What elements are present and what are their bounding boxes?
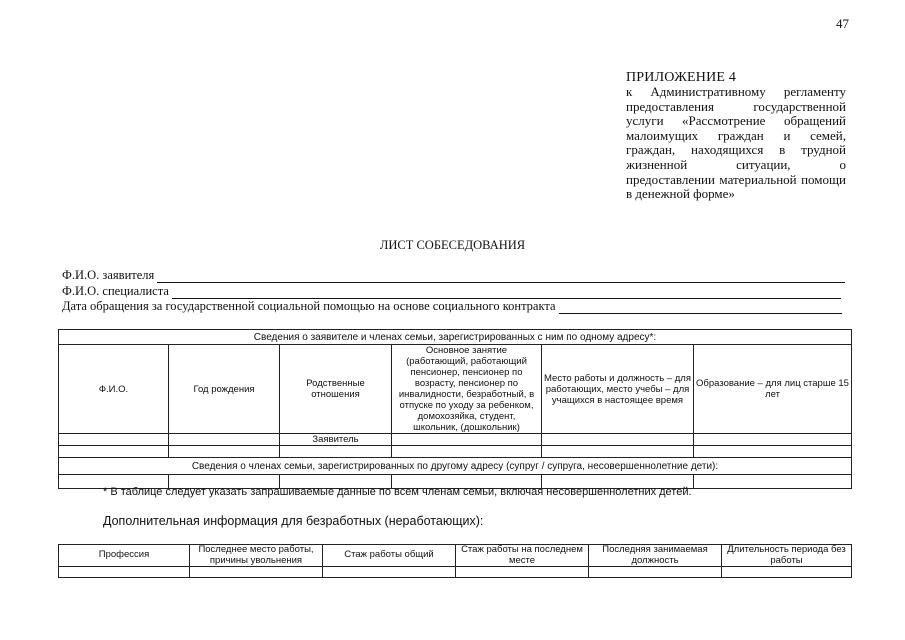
request-date-line[interactable] — [559, 302, 842, 314]
table-row — [59, 434, 852, 446]
page-number: 47 — [836, 16, 849, 31]
col-header-profession: Профессия — [59, 545, 190, 567]
table-cell[interactable] — [59, 434, 169, 446]
table-footnote: * В таблице следует указать запрашиваемые данные по всем членам семьи, включая несовершеннолетних детей. — [103, 486, 692, 498]
appendix-text: к Административному регламенту предоставления государственной услуги «Рассмотрение обращений малоимущих граждан и семей, граждан, находящихся в трудной жизненной ситуации, о предоставлении материальной помощи в денежной форме» — [626, 84, 846, 202]
table-cell[interactable] — [59, 446, 169, 458]
family-section-2-title: Сведения о членах семьи, зарегистрированных по другому адресу (супруг / супруга, несовершеннолетние дети): — [59, 458, 852, 475]
table-cell[interactable] — [392, 446, 542, 458]
specialist-name-field — [62, 284, 841, 299]
col-header-birth-year: Год рождения — [169, 345, 280, 434]
request-date-field — [62, 299, 842, 314]
table-cell[interactable] — [694, 475, 852, 489]
family-section-1-title: Сведения о заявителе и членах семьи, зарегистрированных с ним по одному адресу*: — [59, 330, 852, 345]
family-members-table — [58, 329, 852, 489]
col-header-last-workplace: Последнее место работы, причины увольнения — [190, 545, 323, 567]
unemployed-info-table — [58, 544, 852, 578]
table-row — [59, 446, 852, 458]
col-header-relation: Родственные отношения — [280, 345, 392, 434]
col-header-last-experience: Стаж работы на последнем месте — [456, 545, 589, 567]
table-cell[interactable] — [456, 567, 589, 578]
col-header-occupation: Основное занятие (работающий, работающий пенсионер, пенсионер по возрасту, пенсионер по инвалидности, безработный, в отпуске по уходу за ребенком, домохозяйка, студент, школьник, (дошкольник) — [392, 345, 542, 434]
table-cell[interactable] — [722, 567, 852, 578]
col-header-last-position: Последняя занимаемая должность — [589, 545, 722, 567]
col-header-workplace: Место работы и должность – для работающих, место учебы – для учащихся в настоящее время — [542, 345, 694, 434]
extra-info-title: Дополнительная информация для безработных (неработающих): — [103, 514, 484, 528]
table-cell[interactable] — [392, 434, 542, 446]
applicant-row-label: Заявитель — [280, 434, 392, 446]
col-header-total-experience: Стаж работы общий — [323, 545, 456, 567]
table-cell[interactable] — [323, 567, 456, 578]
appendix-title: ПРИЛОЖЕНИЕ 4 — [626, 70, 737, 85]
table-cell[interactable] — [694, 434, 852, 446]
col-header-education: Образование – для лиц старше 15 лет — [694, 345, 852, 434]
applicant-name-line[interactable] — [157, 271, 845, 283]
table-cell[interactable] — [190, 567, 323, 578]
table-row — [59, 567, 852, 578]
applicant-name-field — [62, 268, 845, 283]
col-header-fio: Ф.И.О. — [59, 345, 169, 434]
specialist-name-line[interactable] — [172, 287, 841, 299]
table-cell[interactable] — [169, 446, 280, 458]
table-cell[interactable] — [169, 434, 280, 446]
table-cell[interactable] — [589, 567, 722, 578]
table-cell[interactable] — [542, 434, 694, 446]
table-cell[interactable] — [280, 446, 392, 458]
request-date-label: Дата обращения за государственной социальной помощью на основе социального контракта — [62, 299, 556, 313]
col-header-unemployment-period: Длительность периода без работы — [722, 545, 852, 567]
specialist-name-label: Ф.И.О. специалиста — [62, 284, 169, 298]
document-title: ЛИСТ СОБЕСЕДОВАНИЯ — [379, 238, 526, 252]
table-cell[interactable] — [59, 567, 190, 578]
table-cell[interactable] — [694, 446, 852, 458]
table-cell[interactable] — [542, 446, 694, 458]
applicant-name-label: Ф.И.О. заявителя — [62, 268, 155, 282]
